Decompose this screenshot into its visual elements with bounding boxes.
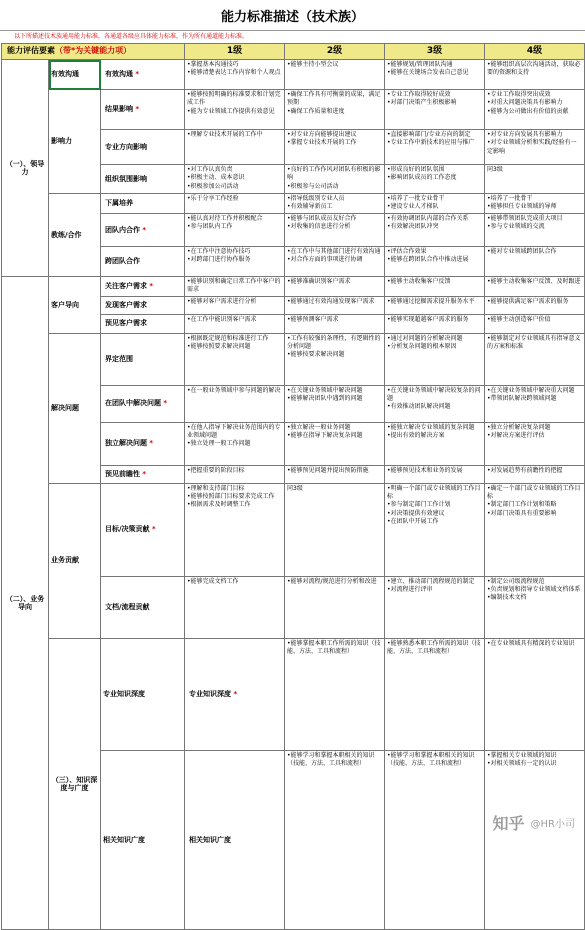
element-cell[interactable] [101,213,185,246]
element-name: 预见前瞻性 [105,469,140,478]
level-4-desc[interactable]: •对专业方向发展具有影响力 •对专业领域分析和实践/经验有一定影响 [485,130,585,165]
level-4-desc[interactable]: •专业工作取得突出成效 •对重大问题决策具有影响力 •能够为公司做出有价值的贡献 [485,90,585,130]
level-2-desc[interactable]: •能够主持小型会议 [285,60,385,90]
competency-table [1,43,585,930]
element-name: 下属培养 [105,199,133,208]
level-2-desc[interactable]: •能够准确识别客户需求 [285,276,385,296]
element-name: 跨团队合作 [105,257,140,266]
element-name: 专业知识深度 [189,690,232,699]
level-4-desc[interactable]: •确定一个部门或专业领域的工作目标 •制定部门工作计划和策略 •对部门决策具有重要影响 [485,483,585,576]
level-1-desc[interactable]: •能够识别和确定日常工作中客户的需求 [185,276,285,296]
table-row [2,60,585,90]
element-name: 界定范围 [105,354,133,363]
element-cell[interactable] [185,750,285,930]
level-1-desc[interactable]: •能够按照明确的标准要求和计划完成工作 •能为专业领域工作提供有效意见 [185,90,285,130]
table-row [2,90,585,130]
level-3-desc[interactable]: •能独立解决专业领域的复杂问题 •提出有效的解决方案 [385,422,485,465]
level-2-desc[interactable]: •在工作中与其他部门进行有效沟通 •对合作方面的事项进行协调 [285,246,385,276]
element-name: 独立解决问题 [105,439,147,448]
level-1-desc[interactable]: •理解专业技术开展的工作中 [185,130,285,165]
header-level-4[interactable]: 4级 [485,44,585,60]
level-3-desc[interactable]: •通过对问题的分析解决问题 •分析复杂问题的根本原因 [385,333,485,385]
element-name: 发现客户需求 [105,300,147,309]
level-4-desc[interactable]: •能够主动收集客户反馈、及时跟进 [485,276,585,296]
level-1-desc[interactable]: •在一般业务领域中参与问题的解决 [185,385,285,422]
page-title: 能力标准描述（技术族） [0,0,585,31]
level-2-desc[interactable]: 同3级 [285,483,385,576]
level-2-desc[interactable]: •独立解决一般业务问题 •能够在指导下解决复杂问题 [285,422,385,465]
element-cell[interactable] [101,385,185,422]
level-4-desc[interactable]: •能够提供满足客户需求的服务 [485,296,585,314]
element-name: 在团队中解决问题 [105,399,161,408]
element-cell[interactable] [101,422,185,465]
level-4-desc[interactable]: •能够带领团队完成重大项目 •参与专业领域的交流 [485,213,585,246]
element-cell[interactable] [101,194,185,214]
level-3-desc[interactable]: •直接影响部门/专业方向的制定 •专业工作中新技术的应用与推广 [385,130,485,165]
level-1-desc[interactable]: •能认真对待工作并积极配合 •参与团队内工作 [185,213,285,246]
level-4-desc[interactable]: •制定公司级流程规范 •负责规划和指导专业领域文档体系 •编制技术文档 [485,576,585,638]
level-2-desc[interactable]: •能够与团队成员友好合作 •对收集的信息进行分析 [285,213,385,246]
level-4-desc[interactable]: •能够主动创造客户价值 [485,314,585,333]
dimension-cell[interactable]: （三）、知识深度与广度 [49,638,101,930]
header-elements-label: 能力评估要素 [7,46,55,56]
element-name: 文档/流程贡献 [105,602,150,611]
element-cell[interactable] [101,90,185,130]
level-1-desc[interactable]: •把握重要的阶段目标 [185,465,285,483]
subdimension-cell[interactable]: 影响力 [49,90,101,194]
level-3-desc[interactable]: •能够规划/管理团队沟通 •能够在关键场合发表自己意见 [385,60,485,90]
level-3-desc[interactable]: •能够预见技术和业务的发展 [385,465,485,483]
level-1-desc[interactable]: •对工作认真负责 •积极主动、成本意识 •积极参加公司活动 [185,165,285,194]
element-cell[interactable] [101,465,185,483]
level-3-desc[interactable]: •明确一个部门或专业领域的工作目标 •参与制定部门工作计划 •对决策提供有效建议 •在团队中开展工作 [385,483,485,576]
subdimension-cell[interactable]: 业务贡献 [49,483,101,638]
element-cell[interactable] [101,165,185,194]
level-2-desc[interactable]: •对专业方向能够提出建议 •掌握专业技术开展的工作 [285,130,385,165]
level-3-desc[interactable]: •能够实现超越客户需求的服务 [385,314,485,333]
level-2-desc[interactable]: •能够预测客户需求 [285,314,385,333]
level-1-desc[interactable]: •在他人指导下解决业务范围内的专业领域问题 •独立处理一般工作问题 [185,422,285,465]
watermark-brand: 知乎 [492,814,525,833]
level-2-desc[interactable]: •能够熟悉本职工作所需的知识（技能、方法、工具和流程） [385,638,485,750]
element-cell[interactable] [101,314,185,333]
level-1-desc[interactable]: •掌握基本沟通技巧 •能够清楚表达工作内容和个人观点 [185,60,285,90]
table-row [2,333,585,385]
watermark-user: @HR小司 [530,819,575,830]
element-cell[interactable] [101,130,185,165]
level-2-desc[interactable]: •能够学习和掌握本职相关的知识（技能、方法、工具和流程） [385,750,485,930]
level-4-desc[interactable]: •能对专业领域跨团队合作 [485,246,585,276]
subdimension-cell[interactable]: 相关知识广度 [101,750,185,930]
key-star-icon: * [231,690,238,699]
subdimension-cell[interactable]: 解决问题 [49,333,101,483]
element-name: 团队内合作 [105,225,140,234]
subdimension-cell[interactable]: 专业知识深度 [101,638,185,750]
key-star-icon: * [147,439,154,448]
level-3-desc[interactable]: •形成良好的团队氛围 •影响团队成员的工作态度 [385,165,485,194]
element-cell[interactable] [101,333,185,385]
level-4-desc[interactable]: •能够组织高层次沟通活动，获取必要的资源和支持 [485,60,585,90]
level-2-desc[interactable]: •工作有较强的条理性，有逻辑性的分析问题 •能够按要求解决问题 [285,333,385,385]
key-star-icon: * [140,469,147,478]
subdimension-cell[interactable]: 客户导向 [49,276,101,333]
level-1-desc[interactable]: •在工作中注意协作技巧 •对跨部门进行协作服务 [185,246,285,276]
level-1-desc[interactable]: •乐于分享工作经验 [185,194,285,214]
level-1-desc[interactable]: •根据既定规范和标准进行工作 •能够按照要求解决问题 [185,333,285,385]
table-row [2,194,585,214]
level-3-desc[interactable]: •掌握相关专业领域的知识 •对相关领域有一定的认识 [485,750,585,930]
level-2-desc[interactable]: •确保工作具有可衡量的成果，满足预期 •确保工作质量和进度 [285,90,385,130]
level-3-desc[interactable]: •专业工作取得较好成效 •对部门决策产生积极影响 [385,90,485,130]
element-name: 结果影响 [105,105,133,114]
level-3-desc[interactable]: •在关键业务领域中解决较复杂的问题 •有效推动团队解决问题 [385,385,485,422]
element-name: 相关知识广度 [189,835,232,844]
element-name: 专业方向影响 [105,142,147,151]
subdimension-cell[interactable]: 有效沟通 [49,60,101,90]
level-2-desc[interactable]: •能够通过有效沟通发现客户需求 [285,296,385,314]
level-3-desc[interactable]: •在专业领域具有精深的专业知识 [485,638,585,750]
level-4-desc[interactable]: •能够制定对专业领域具有指导意义的方案和标准 [485,333,585,385]
table-row [2,638,585,750]
key-star-icon: * [133,105,140,114]
level-1-desc[interactable]: •在工作中能识别客户需求 [185,314,285,333]
level-2-desc[interactable]: •良好的工作作风对团队有积极的影响 •积极参与公司活动 [285,165,385,194]
element-name: 有效沟通 [105,70,133,79]
header-row [2,44,585,60]
header-elements-hint: （带*为关键能力项） [55,46,132,56]
level-2-desc[interactable]: •能够预见问题并提出预防措施 [285,465,385,483]
element-name: 目标/决策贡献 [105,525,150,534]
dimension-cell[interactable]: （二）、业务导向 [2,276,49,930]
element-cell[interactable] [101,60,185,90]
level-4-desc[interactable]: •对发展趋势有前瞻性的把握 [485,465,585,483]
level-1-desc[interactable]: •能够完成文档工作 [185,576,285,638]
key-star-icon: * [147,282,154,291]
header-level-3[interactable]: 3级 [385,44,485,60]
level-1-desc[interactable]: •理解和支持部门目标 •能够按照部门目标要求完成工作 •根据需求及时调整工作 [185,483,285,576]
table-row [2,483,585,576]
level-3-desc[interactable]: •能够通过挖掘需求提升服务水平 [385,296,485,314]
key-star-icon: * [140,225,147,234]
header-level-1[interactable]: 1级 [185,44,285,60]
level-3-desc[interactable]: •能够主动收集客户反馈 [385,276,485,296]
subdimension-cell[interactable]: 教练/合作 [49,194,101,277]
header-level-2[interactable]: 2级 [285,44,385,60]
header-elements[interactable] [2,44,185,60]
level-1-desc[interactable]: •能够学习和掌握本职相关的知识（技能、方法、工具和流程） [285,750,385,930]
level-4-desc[interactable]: •培养了一批骨干 •能够担任专业领域的导师 [485,194,585,214]
table-row [2,276,585,296]
level-4-desc[interactable]: •独立分析解决复杂问题 •对解决方案进行评估 [485,422,585,465]
level-3-desc[interactable]: •建立、推动部门流程规范的制定 •对流程进行评审 [385,576,485,638]
level-4-desc[interactable]: 同3级 [485,165,585,194]
level-1-desc[interactable]: •能够对客户需求进行分析 [185,296,285,314]
key-star-icon: * [149,525,156,534]
key-star-icon: * [133,70,140,79]
watermark [493,811,575,834]
element-name: 组织氛围影响 [105,174,147,183]
level-4-desc[interactable]: •在关键业务领域中解决重大问题 •带领团队解决跨领域问题 [485,385,585,422]
element-cell[interactable] [101,296,185,314]
red-note: 以下所描述技术族通用能力标准，各通道各级应具体能力标准，作为所有通道能力标准。 [14,33,249,40]
element-cell[interactable] [101,246,185,276]
element-cell[interactable] [101,276,185,296]
element-cell[interactable] [101,483,185,576]
key-star-icon: * [161,399,168,408]
element-name: 预见客户需求 [105,319,147,328]
level-2-desc[interactable]: •指导低级别专业人员 •有效辅导新员工 [285,194,385,214]
level-3-desc[interactable]: •有效协调团队内部的合作关系 •有效解决团队冲突 [385,213,485,246]
element-cell[interactable] [185,638,285,750]
dimension-cell[interactable]: （一）、领导力 [2,60,49,277]
level-1-desc[interactable]: •能够掌握本职工作所需的知识（技能、方法、工具和流程） [285,638,385,750]
level-3-desc[interactable]: •评估合作效果 •能够在跨团队合作中推动进展 [385,246,485,276]
level-2-desc[interactable]: •在关键业务领域中解决问题 •能够解决团队中遇到的问题 [285,385,385,422]
level-3-desc[interactable]: •培养了一批专业骨干 •建设专业人才梯队 [385,194,485,214]
element-name: 关注客户需求 [105,282,147,291]
level-2-desc[interactable]: •能够对流程/规范进行分析和改进 [285,576,385,638]
element-cell[interactable] [101,576,185,638]
